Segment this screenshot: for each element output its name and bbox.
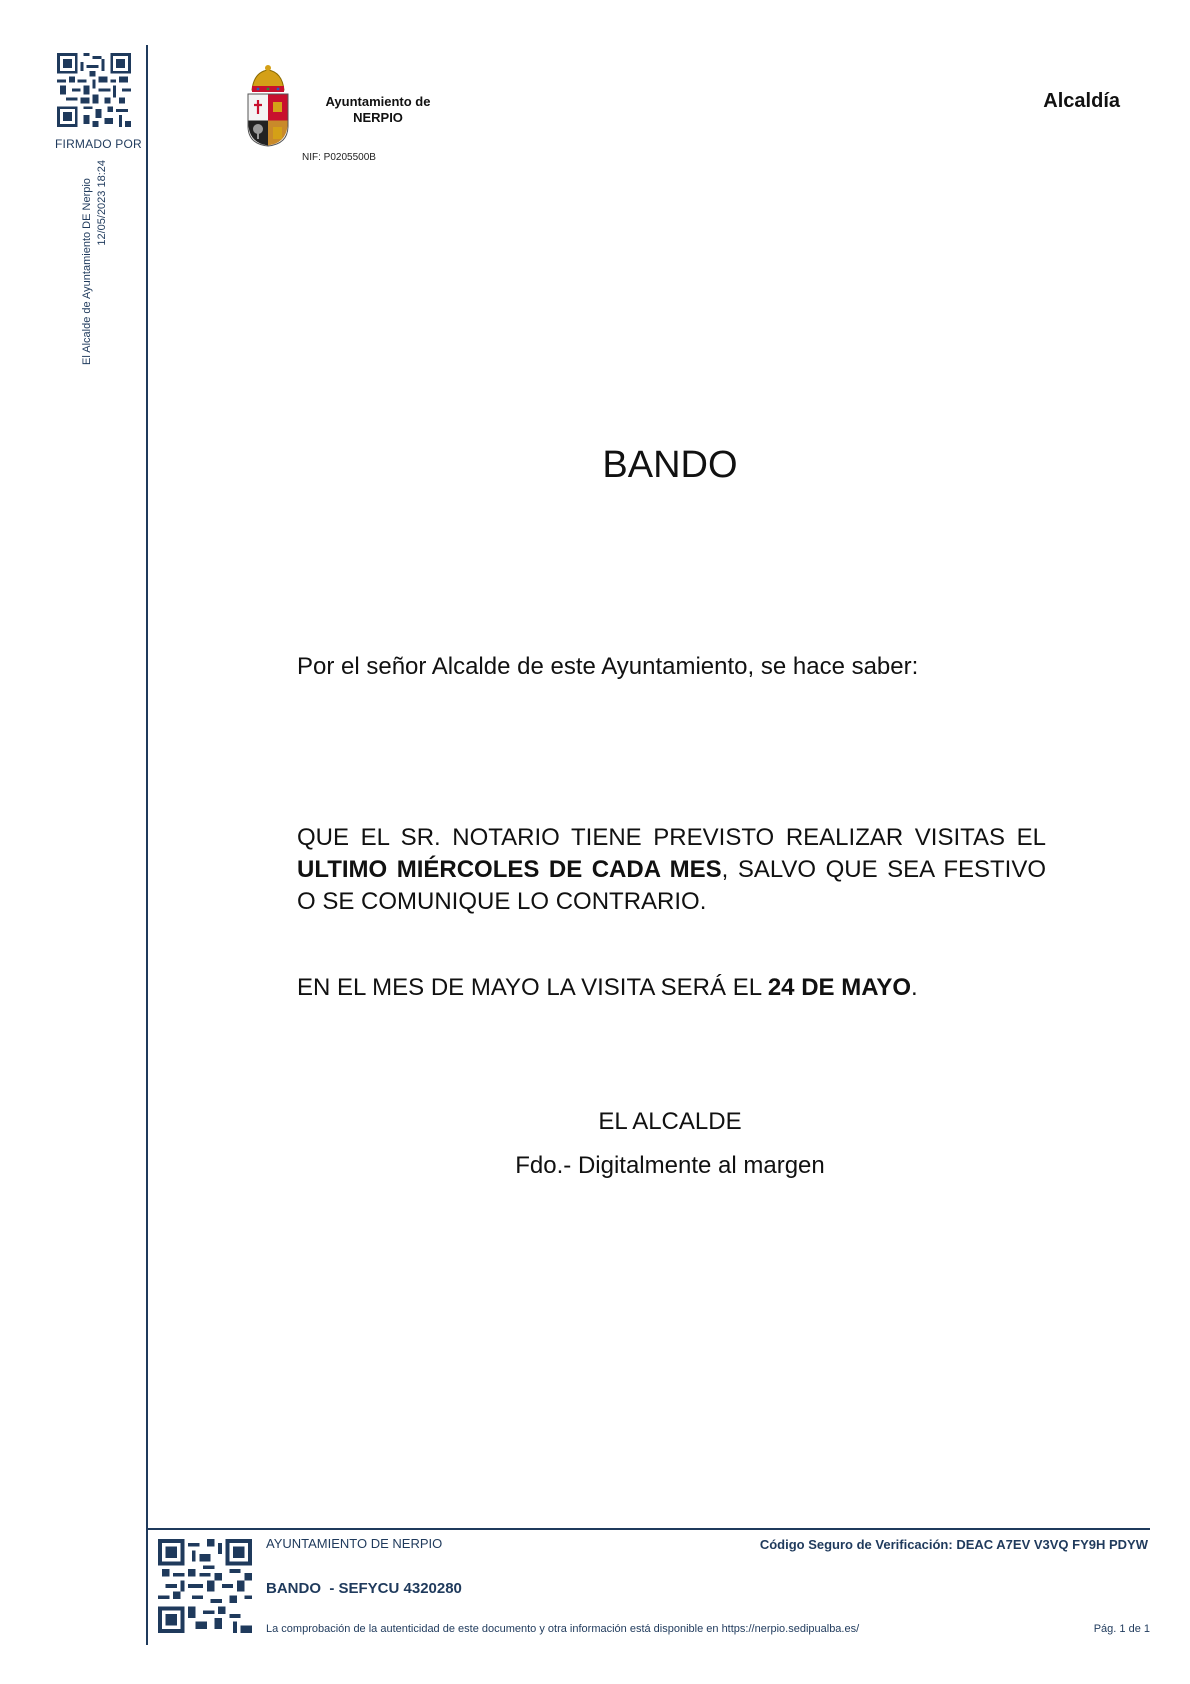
intro-text: Por el señor Alcalde de este Ayuntamiento, se hace saber: bbox=[297, 653, 919, 680]
document-reference: BANDO - SEFYCU 4320280 bbox=[266, 1580, 462, 1597]
signature-title: EL ALCALDE bbox=[598, 1108, 742, 1135]
page-number: Pág. 1 de 1 bbox=[1093, 1623, 1150, 1635]
signature-date: 12/05/2023 18:24 bbox=[96, 160, 108, 246]
signature-note: Fdo.- Digitalmente al margen bbox=[515, 1152, 825, 1179]
document-title: BANDO bbox=[602, 444, 738, 486]
signature-stamp bbox=[80, 160, 125, 365]
qr-code-icon bbox=[57, 53, 131, 127]
coat-of-arms-icon bbox=[246, 62, 290, 148]
organization-name: Ayuntamiento de NERPIO bbox=[325, 94, 431, 125]
visit-date-paragraph: EN EL MES DE MAYO LA VISITA SERÁ EL 24 DE MAYO. bbox=[297, 974, 918, 1001]
notice-paragraph: QUE EL SR. NOTARIO TIENE PREVISTO REALIZAR VISITAS EL ULTIMO MIÉRCOLES DE CADA MES, SALVO QUE SEA FESTIVO O SE COMUNIQUE LO CONTRARIO. bbox=[297, 824, 1046, 915]
tax-id: NIF: P0205500B bbox=[302, 152, 376, 163]
signed-by-label: FIRMADO POR bbox=[55, 137, 142, 151]
footer-organization: AYUNTAMIENTO DE NERPIO bbox=[266, 1536, 443, 1551]
footer-divider bbox=[148, 1528, 1150, 1530]
verification-code: Código Seguro de Verificación: DEAC A7EV V3VQ FY9H PDYW bbox=[759, 1537, 1148, 1552]
margin-divider bbox=[146, 45, 148, 1645]
signer-name: El Alcalde de Ayuntamiento DE Nerpio bbox=[81, 178, 93, 365]
department-label: Alcaldía bbox=[1043, 90, 1120, 112]
qr-code-icon bbox=[158, 1539, 252, 1633]
authenticity-note: La comprobación de la autenticidad de este documento y otra información está disponible en https://nerpio.sedipualba.es/ bbox=[266, 1623, 860, 1635]
